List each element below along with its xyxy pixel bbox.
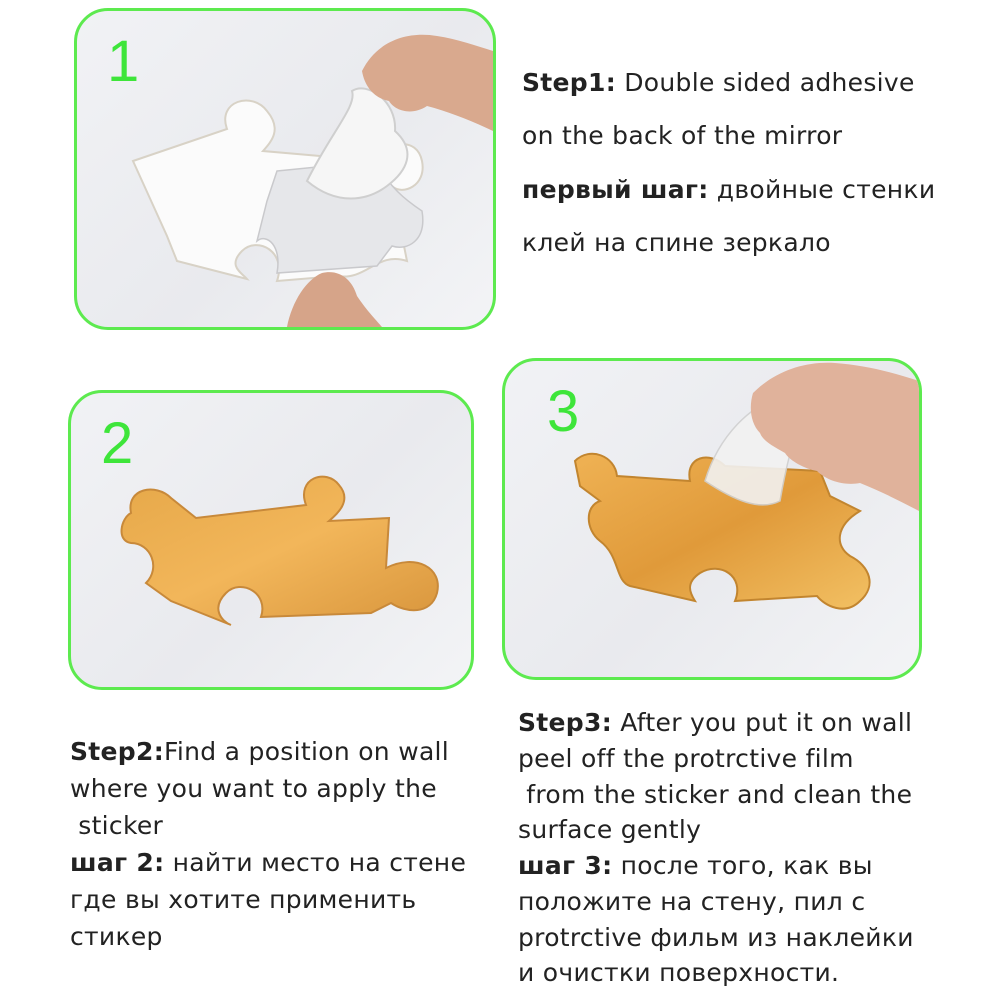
step1-title-ru: первый шаг: (522, 174, 709, 204)
step2-line2-en: where you want to apply the (70, 774, 437, 803)
step3-photo-panel (502, 358, 922, 680)
step3-title-ru: шаг 3: (518, 851, 613, 880)
step3-line1-en (518, 705, 914, 741)
step2-line1-en-text: Find a position on wall (164, 737, 450, 766)
step2-title-en: Step2: (70, 737, 164, 766)
step3-line1-en-text: After you put it on wall (612, 708, 913, 737)
step2-line1-ru (70, 844, 466, 881)
step1-photo-illustration (77, 11, 493, 327)
step3-instructions (518, 705, 914, 991)
step1-line1-en-text: Double sided adhesive (616, 68, 915, 97)
step1-line1-en (522, 56, 935, 109)
step2-instructions (70, 733, 466, 955)
step2-line2-ru: где вы хотите применить (70, 885, 417, 914)
step1-title-en: Step1: (522, 68, 616, 97)
step1-line2-en: on the back of the mirror (522, 121, 843, 151)
step1-photo-panel (74, 8, 496, 330)
step1-line1-ru (522, 163, 935, 216)
step2-title-ru: шаг 2: (70, 848, 165, 877)
step3-title-en: Step3: (518, 708, 612, 737)
step3-line2-en: peel off the protrctive film (518, 743, 854, 773)
hand-bottom (287, 272, 382, 327)
step-number-1: 1 (107, 29, 140, 94)
step1-line1-ru-text: двойные стенки (708, 174, 936, 204)
step-number-3: 3 (547, 379, 580, 444)
mirror-puzzle-piece (122, 477, 438, 625)
step1-instructions (522, 56, 935, 269)
step3-line4-ru: и очистки поверхности. (518, 958, 840, 988)
step3-line1-ru-text: после того, как вы (612, 851, 873, 880)
step3-line4-en: surface gently (518, 815, 702, 845)
step2-line3-ru: стикер (70, 922, 163, 951)
step3-line3-ru: protrctive фильм из наклейки (518, 922, 914, 952)
step3-line3-en: from the sticker and clean the (518, 779, 913, 809)
step3-line2-ru: положите на стену, пил с (518, 886, 866, 916)
step2-line1-ru-text: найти место на стене (164, 848, 467, 877)
step3-line1-ru (518, 848, 914, 884)
step1-line2-ru: клей на спине зеркало (522, 227, 831, 257)
step2-photo-panel (68, 390, 474, 690)
step2-line3-en: sticker (70, 811, 164, 840)
step2-line1-en (70, 733, 466, 770)
step-number-2: 2 (101, 411, 134, 476)
